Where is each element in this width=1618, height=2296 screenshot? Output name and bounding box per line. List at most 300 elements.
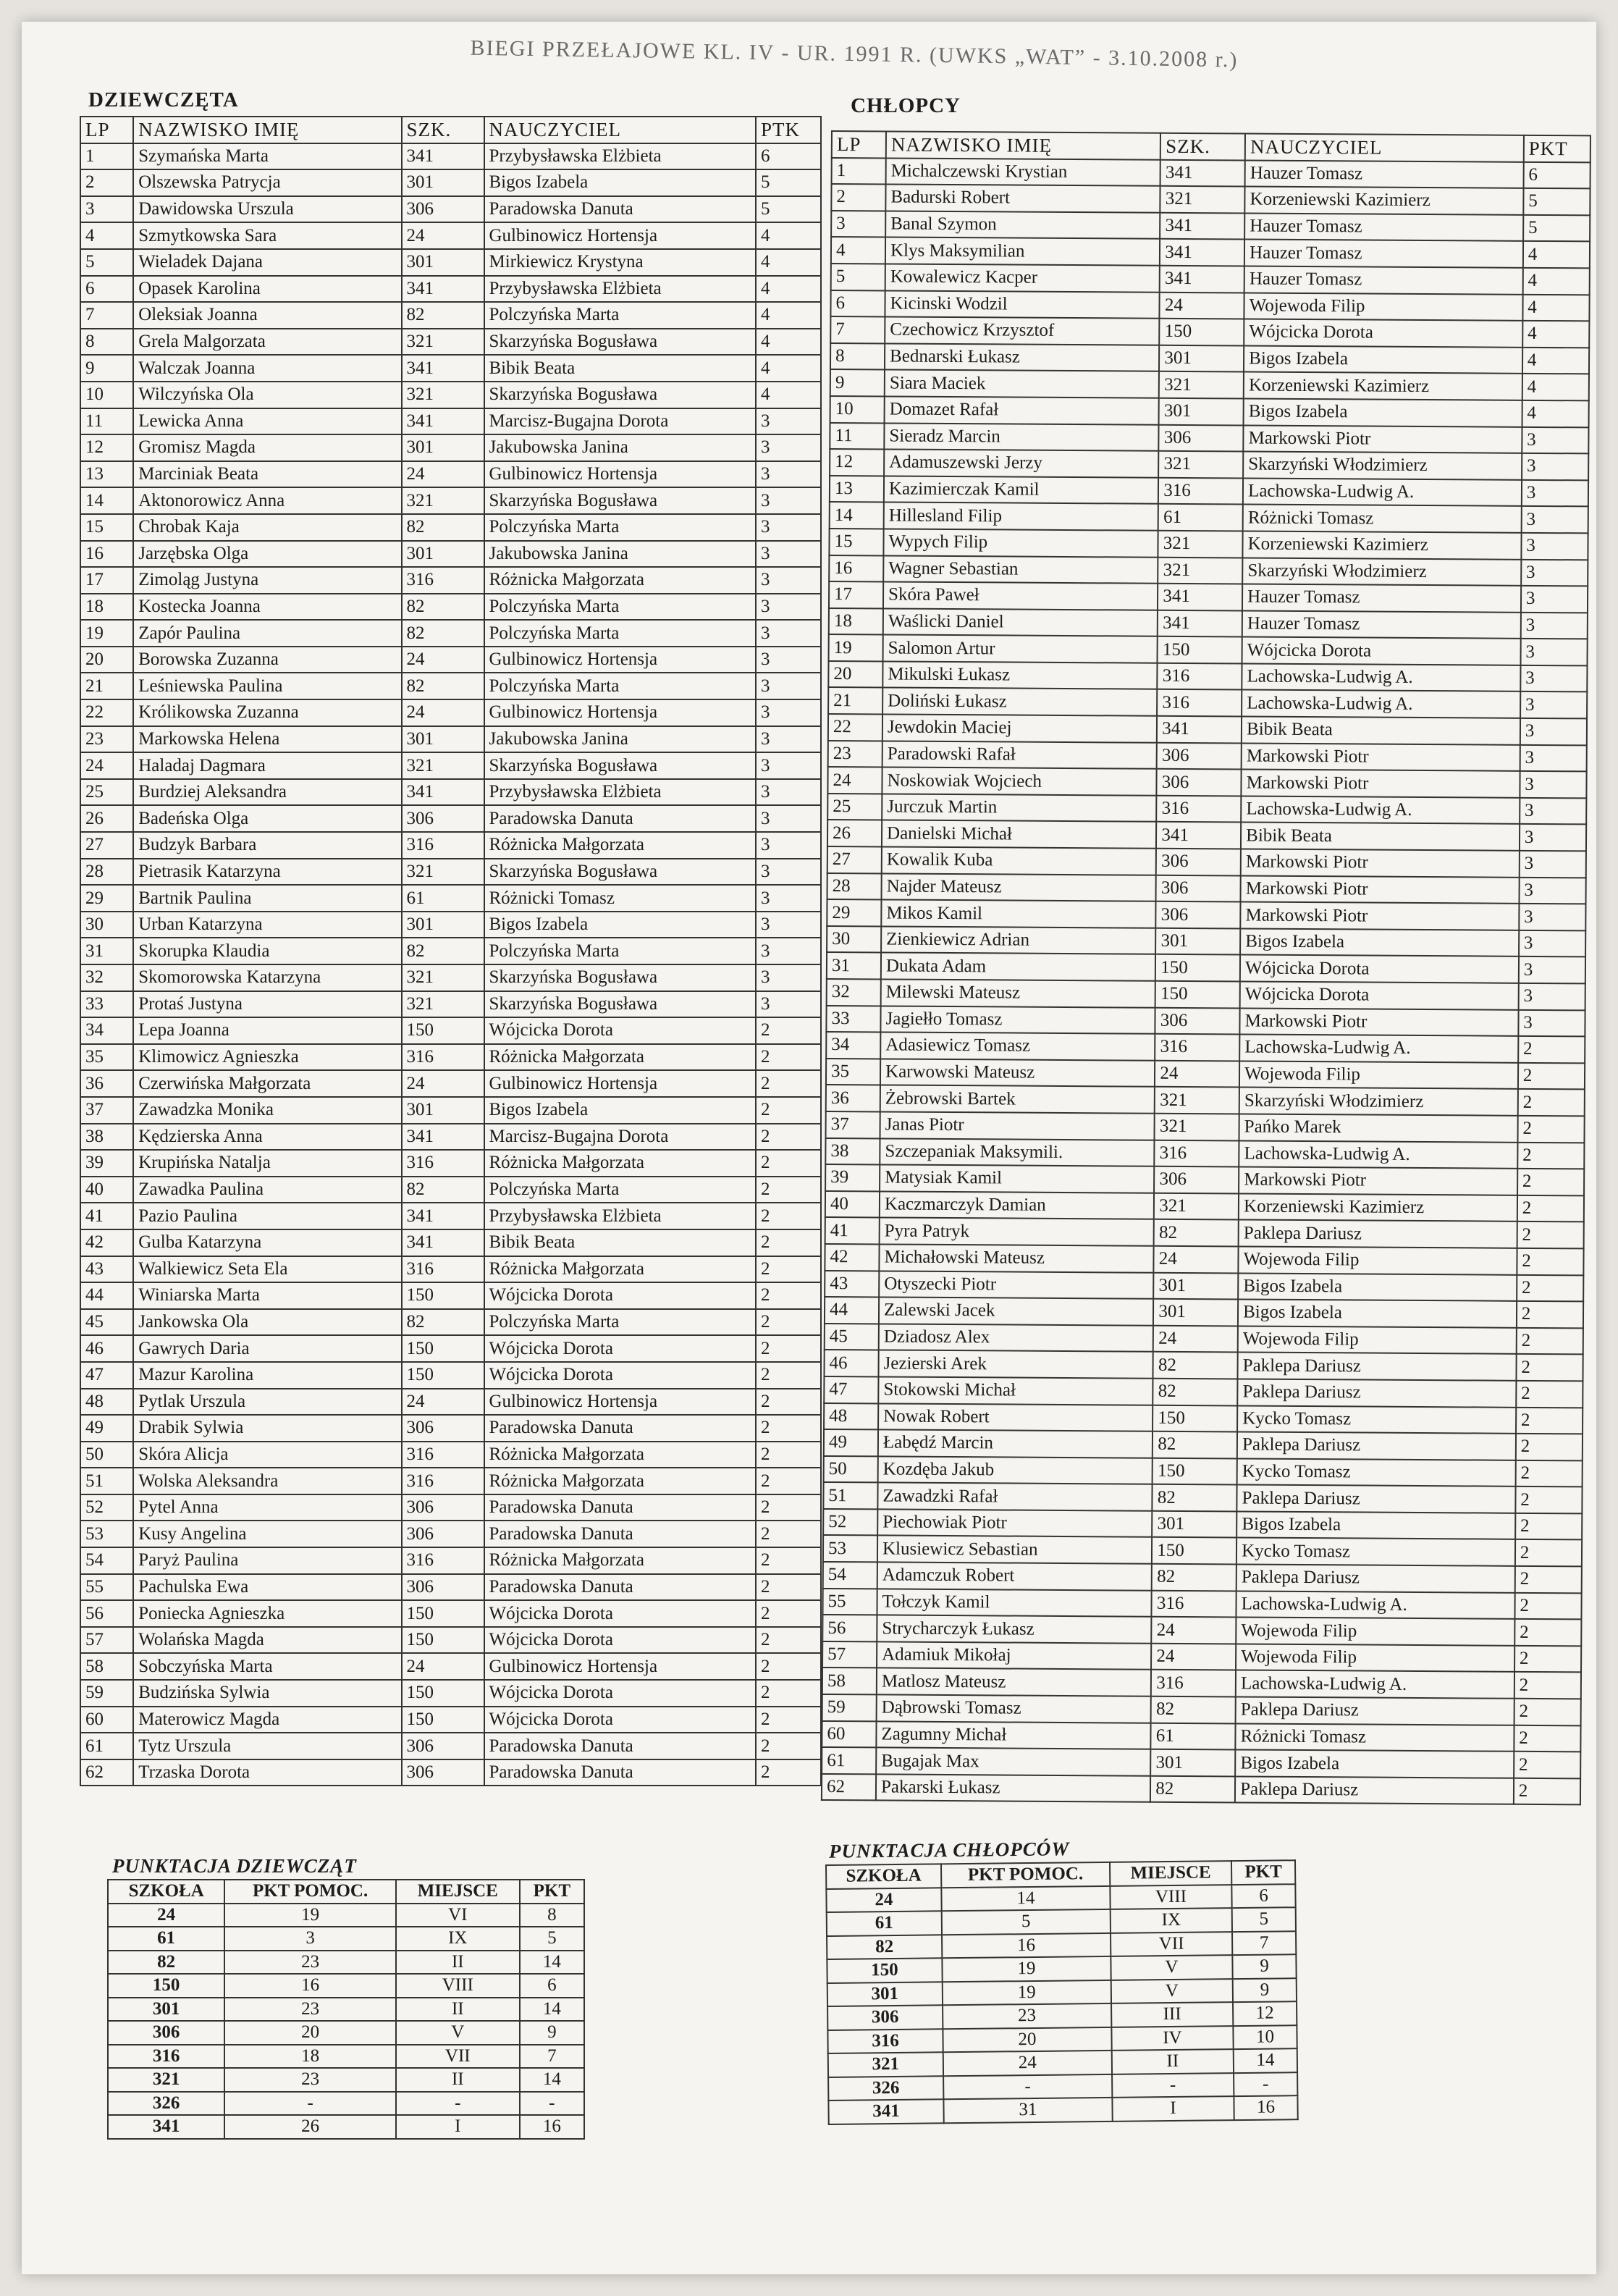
table-cell: 306 [1157, 742, 1242, 769]
table-cell: 316 [402, 1044, 484, 1071]
table-cell: 316 [402, 832, 484, 859]
table-cell: Różnicka Małgorzata [484, 1150, 757, 1177]
table-header-row [80, 117, 821, 143]
table-cell: 3 [1520, 851, 1586, 878]
table-cell: 12 [1233, 2001, 1297, 2025]
table-cell: Markowski Piotr [1240, 902, 1519, 930]
table-cell: Hauzer Tomasz [1242, 584, 1521, 613]
table-cell: Różnicka Małgorzata [484, 1547, 757, 1574]
table-cell: Marcisz-Bugajna Dorota [484, 1124, 757, 1151]
table-row [80, 1389, 821, 1416]
table-cell: 341 [1158, 610, 1242, 636]
table-cell: 82 [402, 1177, 484, 1203]
table-cell: Czerwińska Małgorzata [133, 1070, 401, 1097]
table-cell: Walczak Joanna [133, 355, 401, 382]
table-cell: 3 [1520, 691, 1587, 718]
table-cell: 306 [402, 1494, 484, 1521]
table-cell: Wilczyńska Ola [133, 382, 401, 408]
table-cell: Skóra Paweł [883, 582, 1158, 610]
table-cell: VII [396, 2045, 520, 2069]
table-row [827, 767, 1586, 798]
table-cell: 3 [756, 514, 821, 541]
table-cell: Gulbinowicz Hortensja [484, 647, 757, 673]
table-cell: 301 [402, 169, 484, 196]
table-cell: 2 [756, 1600, 821, 1627]
table-row [830, 423, 1588, 454]
table-row [822, 1774, 1580, 1805]
table-row [80, 1574, 821, 1601]
table-cell: Opasek Karolina [133, 276, 401, 303]
table-cell: Otyszecki Piotr [879, 1271, 1154, 1299]
table-cell: 3 [80, 196, 133, 223]
table-cell: Zawadka Paulina [133, 1177, 401, 1203]
table-cell: V [1111, 1955, 1233, 1980]
table-cell: Markowski Piotr [1242, 770, 1520, 798]
table-row [80, 514, 821, 541]
table-cell: Skorupka Klaudia [133, 938, 401, 964]
table-cell: 301 [1159, 345, 1244, 372]
table-cell: 82 [402, 302, 484, 329]
table-cell: 150 [1152, 1537, 1236, 1564]
table-row [829, 634, 1588, 665]
table-cell: 54 [823, 1562, 877, 1589]
table-cell: 5 [831, 264, 885, 290]
table-cell: 2 [756, 1547, 821, 1574]
table-cell: 82 [1153, 1352, 1238, 1379]
table-cell: Paradowska Danuta [484, 1733, 757, 1759]
table-cell: 4 [1522, 321, 1589, 348]
table-cell: Poniecka Agnieszka [133, 1600, 401, 1627]
table-cell: Kostecka Joanna [133, 594, 401, 621]
table-cell: 26 [224, 2115, 396, 2139]
page-title: BIEGI PRZEŁAJOWE KL. IV - UR. 1991 R. (UWKS „WAT” - 3.10.2008 r.) [470, 35, 1239, 72]
table-cell: Królikowska Zuzanna [133, 699, 401, 726]
column-header: PKT [1524, 135, 1590, 162]
column-header: NAZWISKO IMIĘ [886, 131, 1161, 159]
table-cell: Krupińska Natalja [133, 1150, 401, 1177]
table-row [80, 143, 821, 170]
document-page [22, 22, 1596, 2274]
table-row [80, 1309, 821, 1336]
table-cell: 2 [1517, 1169, 1584, 1195]
table-cell: V [396, 2021, 520, 2045]
table-cell: Lachowska-Ludwig A. [1242, 663, 1520, 691]
table-cell: 28 [827, 873, 882, 900]
table-cell: 27 [827, 846, 882, 873]
table-cell: 24 [402, 1389, 484, 1416]
table-cell: 11 [80, 408, 133, 435]
table-cell: 24 [1154, 1246, 1239, 1273]
table-cell: Skarzyńska Bogusława [484, 991, 757, 1018]
table-cell: Banal Szymon [885, 211, 1160, 239]
table-cell: 44 [825, 1297, 879, 1324]
table-cell: Jakubowska Janina [484, 434, 757, 461]
table-cell: Różnicki Tomasz [484, 885, 757, 912]
table-cell: 321 [108, 2068, 224, 2092]
column-header: PKT POMOC. [941, 1862, 1110, 1888]
table-cell: 48 [80, 1389, 133, 1416]
table-cell: Skarzyński Włodzimierz [1243, 452, 1522, 480]
table-cell: 23 [224, 1951, 396, 1975]
table-cell: Pyra Patryk [880, 1218, 1155, 1246]
table-row [80, 1044, 821, 1071]
table-cell: 2 [756, 1097, 821, 1124]
table-cell: - [1234, 2072, 1297, 2096]
table-cell: Trzaska Dorota [133, 1759, 401, 1786]
table-cell: 5 [942, 1909, 1111, 1935]
table-cell: 23 [224, 1998, 396, 2022]
table-cell: 316 [1158, 663, 1242, 690]
table-row [80, 673, 821, 699]
table-row [80, 169, 821, 196]
table-cell: 29 [827, 899, 881, 926]
table-cell: 43 [825, 1271, 879, 1298]
table-cell: Domazet Rafał [885, 396, 1160, 424]
table-cell: Wieladek Dajana [133, 249, 401, 276]
table-cell: Kusy Angelina [133, 1521, 401, 1547]
table-cell: Wójcicka Dorota [484, 1362, 757, 1389]
table-cell: Wójcicka Dorota [484, 1707, 757, 1733]
table-cell: 47 [824, 1376, 878, 1403]
table-cell: IX [396, 1927, 520, 1951]
table-cell: Szymańska Marta [133, 143, 401, 170]
table-cell: 82 [402, 673, 484, 699]
table-cell: 62 [80, 1759, 133, 1786]
column-header: SZK. [1160, 133, 1245, 160]
table-row [80, 726, 821, 753]
table-cell: Marciniak Beata [133, 461, 401, 488]
table-cell: 3 [756, 726, 821, 753]
table-cell: Hauzer Tomasz [1244, 266, 1523, 294]
table-cell: 321 [402, 329, 484, 356]
table-cell: 5 [756, 196, 821, 223]
table-cell: Strycharczyk Łukasz [877, 1615, 1152, 1644]
table-cell: 4 [756, 382, 821, 408]
table-cell: 3 [1522, 426, 1588, 453]
table-cell: Markowski Piotr [1241, 849, 1520, 878]
table-cell: 306 [108, 2021, 224, 2045]
table-cell: 316 [402, 1547, 484, 1574]
table-cell: 19 [80, 620, 133, 647]
table-cell: 82 [1153, 1431, 1237, 1458]
column-header: MIEJSCE [1110, 1861, 1232, 1885]
table-cell: 57 [80, 1627, 133, 1654]
table-cell: 49 [80, 1415, 133, 1442]
table-row [825, 1191, 1584, 1222]
table-cell: Winiarska Marta [133, 1282, 401, 1309]
table-cell: 2 [756, 1680, 821, 1707]
table-cell: 321 [402, 964, 484, 991]
table-cell: 301 [1153, 1299, 1238, 1326]
table-cell: Paradowska Danuta [484, 1521, 757, 1547]
table-cell: Wojewoda Filip [1236, 1644, 1514, 1672]
table-row [829, 529, 1588, 560]
table-row [80, 461, 821, 488]
table-cell: 8 [520, 1904, 584, 1927]
table-cell: Jagiełło Tomasz [880, 1006, 1155, 1034]
table-cell: 2 [756, 1070, 821, 1097]
table-row [80, 752, 821, 779]
table-row [828, 687, 1587, 718]
table-cell: Jurczuk Martin [882, 794, 1157, 822]
table-cell: 23 [943, 2003, 1111, 2029]
table-cell: 150 [1158, 636, 1242, 663]
table-cell: 3 [224, 1927, 396, 1951]
table-row [824, 1429, 1583, 1460]
table-cell: 2 [1514, 1646, 1581, 1673]
table-cell: 321 [1158, 557, 1243, 584]
table-cell: Szczepaniak Maksymili. [880, 1138, 1155, 1166]
table-cell: 2 [756, 1733, 821, 1759]
table-cell: Pietrasik Katarzyna [133, 859, 401, 886]
boys-score-table [825, 1859, 1299, 2124]
table-cell: 60 [80, 1707, 133, 1733]
table-cell: 3 [1519, 877, 1585, 904]
table-cell: 13 [830, 476, 884, 502]
table-row [822, 1615, 1581, 1646]
table-cell: 321 [1158, 451, 1243, 478]
table-cell: 3 [756, 805, 821, 832]
table-cell: 44 [80, 1282, 133, 1309]
table-cell: Zawadzka Monika [133, 1097, 401, 1124]
table-cell: Adamiuk Mikołaj [877, 1641, 1152, 1670]
table-cell: 46 [80, 1335, 133, 1362]
table-cell: 301 [1159, 398, 1244, 425]
table-row [80, 1282, 821, 1309]
table-cell: Bigos Izabela [1236, 1511, 1515, 1539]
table-cell: 301 [1153, 1272, 1238, 1299]
table-cell: Borowska Zuzanna [133, 647, 401, 673]
table-row [832, 158, 1590, 189]
table-row [828, 741, 1587, 772]
table-row [108, 2115, 584, 2139]
table-row [822, 1668, 1581, 1699]
table-cell: 20 [828, 661, 882, 688]
table-cell: Budzińska Sylwia [133, 1680, 401, 1707]
table-cell: 2 [756, 1442, 821, 1468]
table-cell: 301 [402, 434, 484, 461]
table-cell: 1 [832, 158, 886, 185]
table-cell: Pazio Paulina [133, 1203, 401, 1229]
table-cell: 2 [1517, 1248, 1583, 1275]
table-cell: Korzeniewski Kazimierz [1243, 531, 1522, 559]
table-cell: 321 [402, 752, 484, 779]
table-cell: 301 [108, 1998, 224, 2022]
table-cell: II [396, 1951, 520, 1975]
table-cell: 2 [1518, 1036, 1585, 1063]
table-cell: Zalewski Jacek [879, 1298, 1154, 1326]
table-cell: 82 [402, 938, 484, 964]
table-row [80, 1177, 821, 1203]
table-cell: 21 [828, 687, 882, 714]
table-cell: Lachowska-Ludwig A. [1236, 1591, 1515, 1619]
table-cell: 3 [1520, 744, 1586, 771]
table-row [80, 355, 821, 382]
table-row [80, 1124, 821, 1151]
table-cell: 1 [80, 143, 133, 170]
table-cell: Korzeniewski Kazimierz [1244, 187, 1523, 215]
table-cell: Skarzyński Włodzimierz [1239, 1088, 1518, 1116]
table-cell: 24 [1153, 1325, 1238, 1352]
table-row [108, 1998, 584, 2022]
table-cell: Paradowska Danuta [484, 1759, 757, 1786]
table-cell: 301 [402, 1097, 484, 1124]
table-cell: 4 [756, 355, 821, 382]
table-cell: 316 [402, 1150, 484, 1177]
table-cell: 52 [823, 1509, 877, 1536]
table-row [827, 846, 1586, 878]
table-row [828, 714, 1587, 745]
table-cell: Skarzyński Włodzimierz [1242, 558, 1521, 586]
table-cell: Lachowska-Ludwig A. [1241, 796, 1520, 824]
table-cell: Wolska Aleksandra [133, 1468, 401, 1494]
table-cell: 6 [1231, 1884, 1295, 1908]
table-cell: 24 [402, 647, 484, 673]
table-cell: 341 [402, 355, 484, 382]
table-cell: 316 [1158, 477, 1243, 504]
table-cell: Gulbinowicz Hortensja [484, 1070, 757, 1097]
table-cell: 2 [756, 1521, 821, 1547]
table-row [80, 541, 821, 568]
table-cell: Bibik Beata [484, 1229, 757, 1256]
table-row [822, 1747, 1580, 1778]
table-cell: Budzyk Barbara [133, 832, 401, 859]
table-row [822, 1641, 1581, 1673]
table-cell: Zapór Paulina [133, 620, 401, 647]
table-cell: Kicinski Wodzil [885, 290, 1160, 319]
table-row [80, 938, 821, 964]
table-cell: Jakubowska Janina [484, 726, 757, 753]
table-cell: 341 [1157, 716, 1242, 743]
table-cell: Paradowska Danuta [484, 1415, 757, 1442]
table-cell: 3 [1520, 665, 1587, 692]
table-cell: 2 [1517, 1328, 1583, 1355]
table-cell: 8 [80, 329, 133, 356]
table-cell: Bigos Izabela [1238, 1273, 1517, 1301]
table-cell: 20 [80, 647, 133, 673]
table-cell: VIII [1110, 1885, 1232, 1909]
table-cell: 42 [825, 1244, 879, 1271]
table-row [80, 1627, 821, 1654]
table-cell: Adasiewicz Tomasz [880, 1033, 1155, 1061]
table-cell: Doliński Łukasz [882, 688, 1158, 716]
table-cell: Bibik Beata [1242, 717, 1520, 745]
table-cell: 10 [1233, 2025, 1297, 2049]
table-row [829, 555, 1588, 586]
table-cell: 4 [831, 237, 885, 264]
table-cell: 7 [520, 2045, 584, 2069]
table-cell: 61 [827, 1911, 942, 1935]
table-cell: Markowski Piotr [1241, 875, 1520, 904]
table-cell: VI [396, 1904, 520, 1927]
table-cell: 150 [402, 1627, 484, 1654]
table-cell: Dawidowska Urszula [133, 196, 401, 223]
table-row [823, 1509, 1582, 1540]
table-cell: 316 [1151, 1670, 1236, 1696]
table-cell: 4 [1522, 348, 1589, 374]
table-cell: 3 [756, 885, 821, 912]
table-cell: 2 [756, 1415, 821, 1442]
table-cell: 15 [829, 529, 883, 555]
table-row [80, 1494, 821, 1521]
table-cell: Drabik Sylwia [133, 1415, 401, 1442]
table-cell: 5 [1523, 188, 1590, 215]
table-cell: 2 [1518, 1063, 1585, 1090]
table-cell: 2 [1514, 1672, 1581, 1699]
table-cell: 306 [1157, 769, 1242, 796]
table-row [80, 594, 821, 621]
table-row [80, 620, 821, 647]
table-cell: Bigos Izabela [484, 912, 757, 938]
table-cell: Wójcicka Dorota [484, 1680, 757, 1707]
table-cell: Kazimierczak Kamil [884, 476, 1159, 504]
table-row [80, 196, 821, 223]
table-cell: 4 [756, 302, 821, 329]
table-cell: 2 [756, 1203, 821, 1229]
table-cell: Wojewoda Filip [1238, 1326, 1517, 1354]
table-cell: 17 [80, 567, 133, 594]
table-cell: 40 [80, 1177, 133, 1203]
table-row [80, 382, 821, 408]
table-cell: 3 [1520, 798, 1586, 825]
table-cell: 23 [828, 741, 882, 768]
table-cell: 25 [80, 779, 133, 806]
table-cell: 82 [1151, 1696, 1236, 1723]
table-cell: 38 [825, 1138, 880, 1165]
table-cell: Badeńska Olga [133, 805, 401, 832]
table-cell: Chrobak Kaja [133, 514, 401, 541]
table-cell: 5 [80, 249, 133, 276]
table-cell: Paklepa Dariusz [1236, 1565, 1515, 1593]
table-cell: 24 [826, 1888, 941, 1912]
table-cell: Skarzyńska Bogusława [484, 487, 757, 514]
table-cell: 341 [1160, 159, 1245, 186]
table-cell: 16 [1234, 2095, 1297, 2119]
table-row [80, 1653, 821, 1680]
table-cell: 4 [1523, 241, 1590, 268]
table-cell: Paradowska Danuta [484, 805, 757, 832]
table-cell: 316 [402, 1442, 484, 1468]
table-cell: 10 [830, 396, 885, 423]
table-cell: Klusiewicz Sebastian [877, 1536, 1153, 1564]
table-cell: 3 [756, 594, 821, 621]
table-cell: 3 [1519, 930, 1585, 957]
column-header: LP [832, 131, 886, 158]
table-cell: 150 [402, 1335, 484, 1362]
table-cell: Noskowiak Wojciech [882, 768, 1157, 796]
table-cell: 306 [1155, 1007, 1240, 1034]
table-cell: 14 [520, 1951, 584, 1975]
table-cell: Polczyńska Marta [484, 1177, 757, 1203]
table-cell: Skarzyńska Bogusława [484, 382, 757, 408]
table-cell: Polczyńska Marta [484, 594, 757, 621]
table-cell: 2 [80, 169, 133, 196]
table-cell: 3 [756, 647, 821, 673]
column-header: PKT [520, 1880, 584, 1904]
table-cell: Leśniewska Paulina [133, 673, 401, 699]
table-cell: 4 [756, 249, 821, 276]
table-cell: Skarzyńska Bogusława [484, 752, 757, 779]
table-cell: Łabędź Marcin [878, 1430, 1153, 1458]
table-cell: 341 [402, 408, 484, 435]
table-cell: 14 [830, 502, 884, 529]
table-row [80, 832, 821, 859]
table-cell: Paklepa Dariusz [1236, 1485, 1515, 1513]
table-cell: 7 [1232, 1931, 1296, 1955]
table-row [826, 1006, 1585, 1037]
table-cell: Grela Malgorzata [133, 329, 401, 356]
table-cell: 61 [402, 885, 484, 912]
